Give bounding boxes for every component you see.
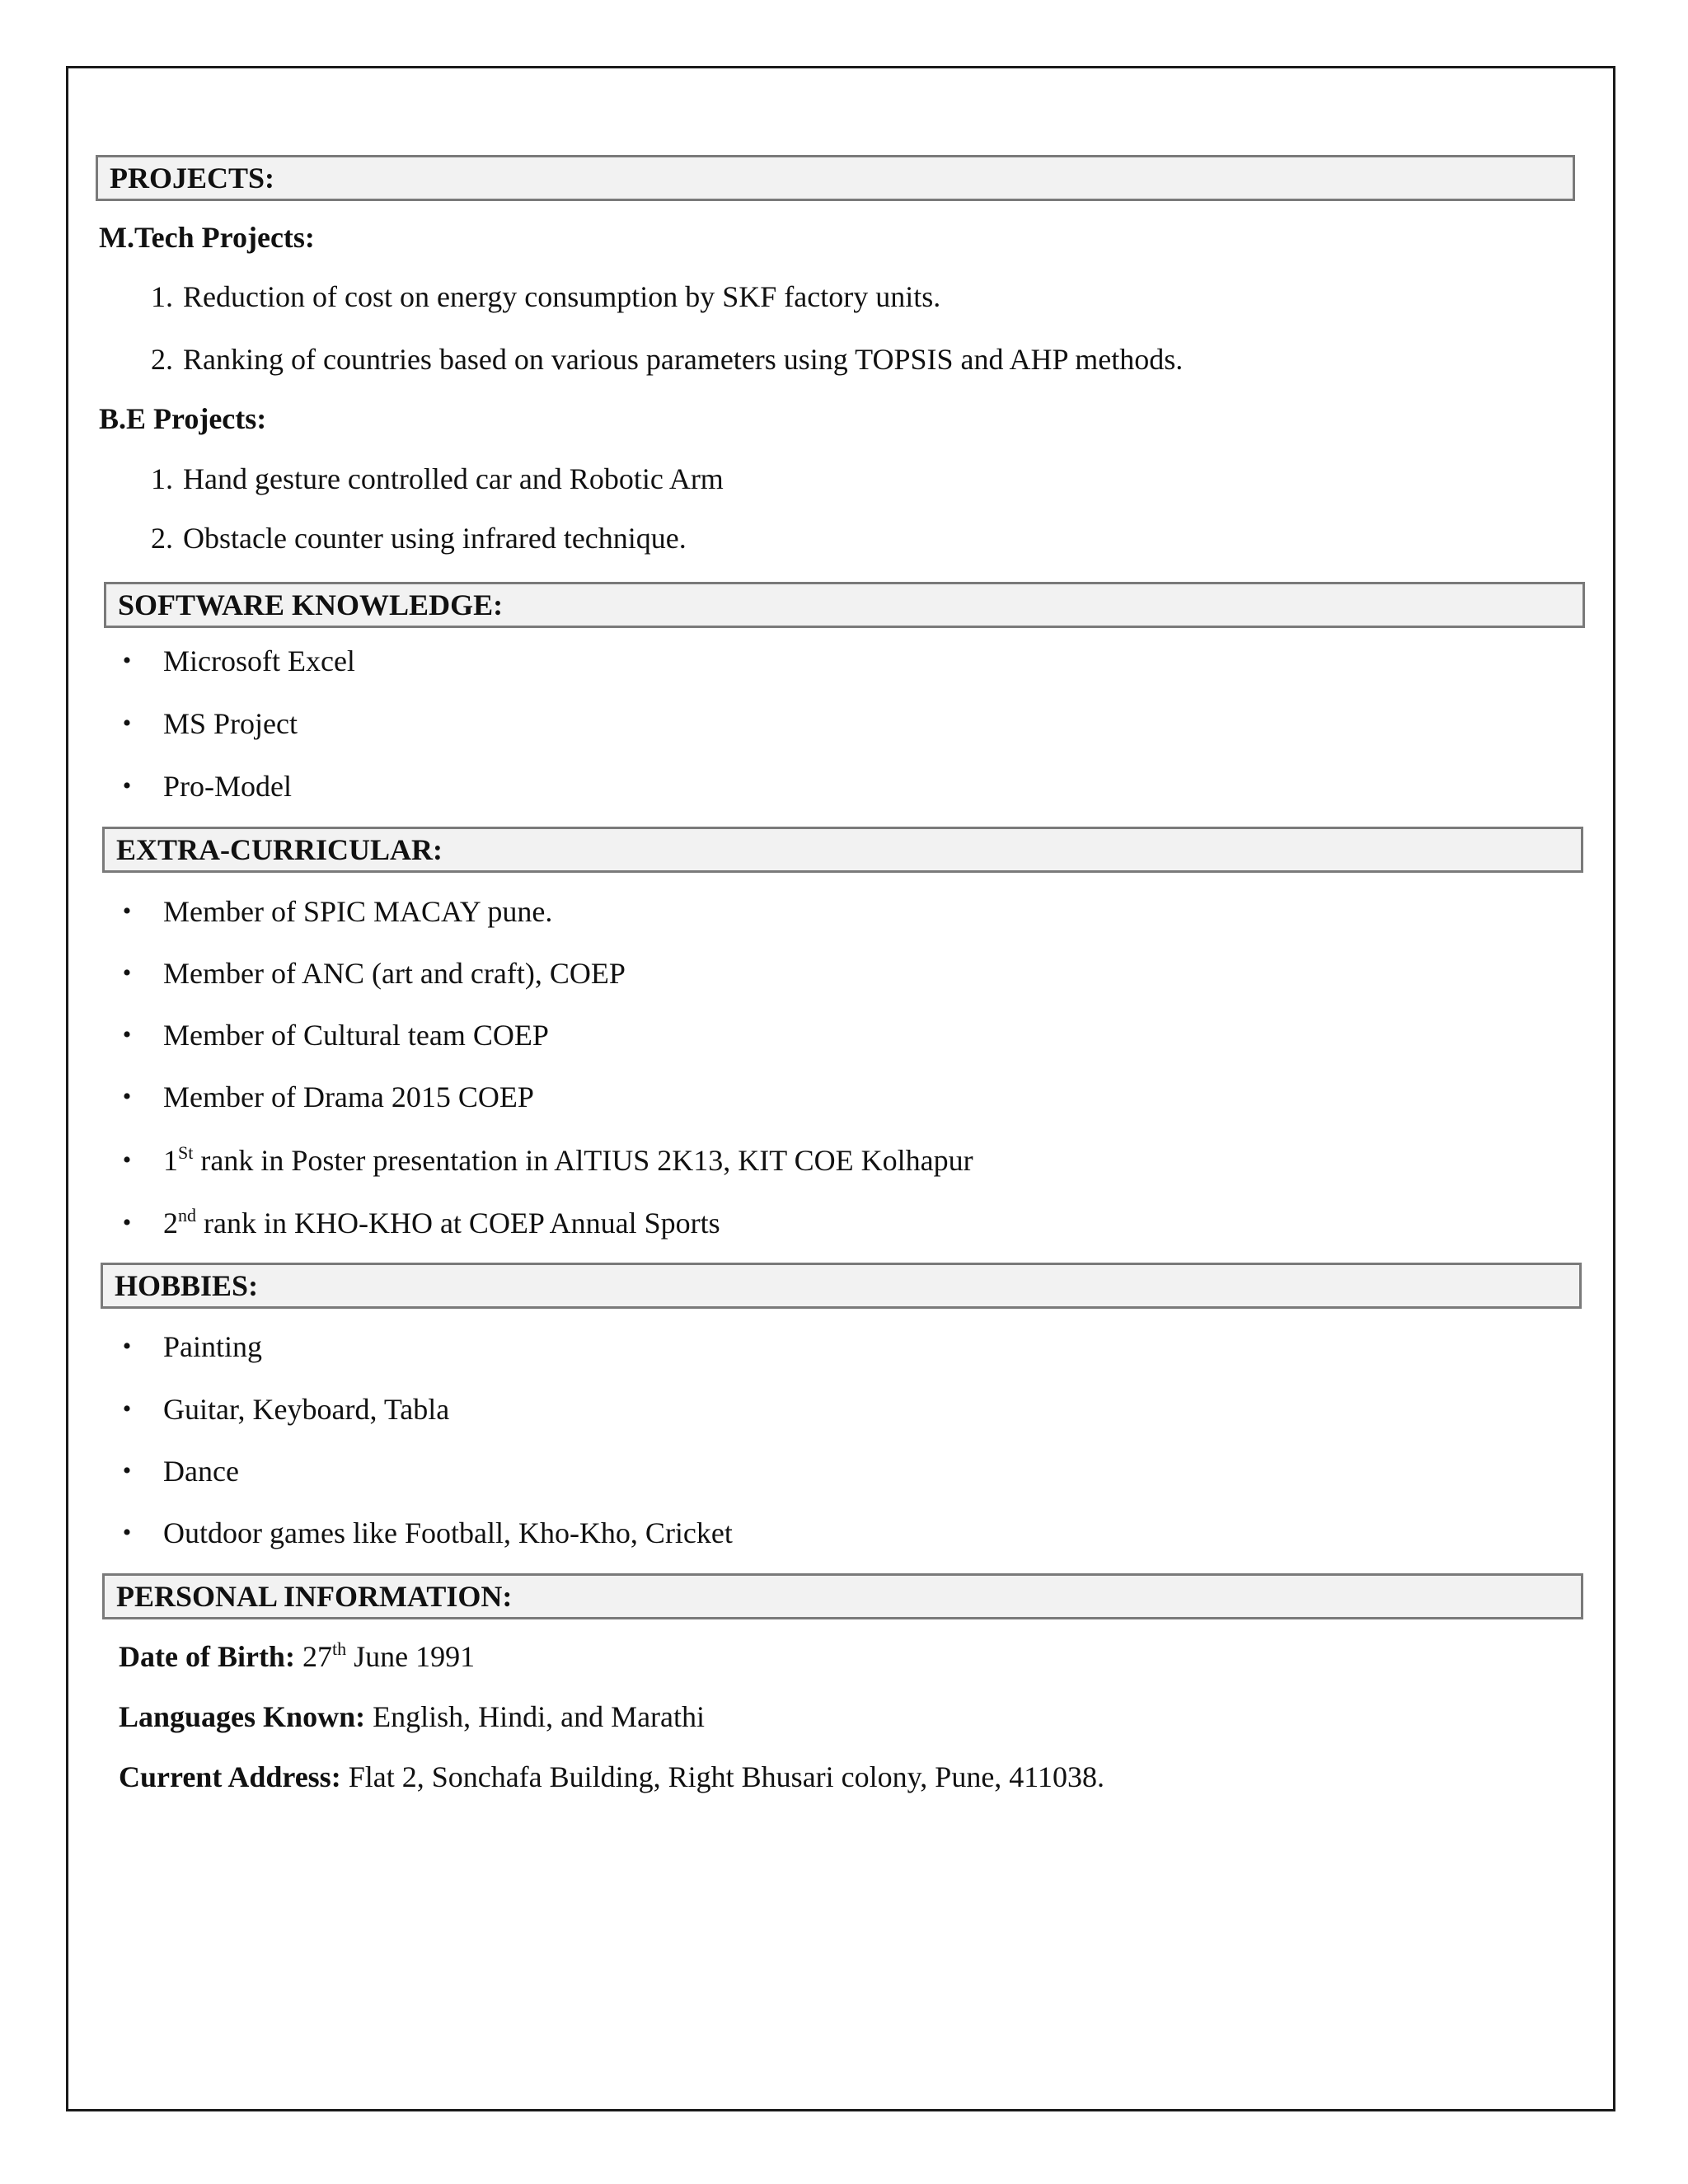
item-text: Obstacle counter using infrared technique. (183, 522, 687, 555)
languages-known-label: Languages Known: (119, 1700, 366, 1733)
be-projects-heading: B.E Projects: (99, 402, 267, 435)
section-header-hobbies: HOBBIES: (101, 1263, 1582, 1309)
date-of-birth-label: Date of Birth: (119, 1640, 295, 1673)
bullet-icon: • (122, 647, 132, 674)
bullet-icon: • (122, 1021, 132, 1048)
section-header-software: SOFTWARE KNOWLEDGE: (104, 582, 1585, 628)
item-number: 1. (151, 462, 173, 495)
bullet-icon: • (122, 898, 132, 925)
section-header-extra-curricular: EXTRA-CURRICULAR: (102, 827, 1583, 873)
date-of-birth-value: 27th June 1991 (302, 1638, 476, 1673)
bullet-icon: • (122, 1146, 132, 1174)
languages-known (119, 1699, 705, 1735)
section-header-personal-information: PERSONAL INFORMATION: (102, 1573, 1583, 1619)
current-address (119, 1759, 1104, 1795)
mtech-projects-heading: M.Tech Projects: (99, 221, 315, 254)
bullet-icon: • (122, 959, 132, 987)
languages-known-value: English, Hindi, and Marathi (365, 1700, 706, 1733)
bullet-icon: • (122, 1333, 132, 1360)
bullet-icon: • (122, 1457, 132, 1484)
bullet-icon: • (122, 1083, 132, 1110)
bullet-icon: • (122, 1209, 132, 1236)
item-text: Hand gesture controlled car and Robotic Arm (183, 462, 724, 495)
current-address-label: Current Address: (119, 1760, 341, 1793)
bullet-icon: • (122, 710, 132, 737)
date-of-birth (119, 1638, 475, 1675)
bullet-icon: • (122, 1519, 132, 1546)
item-text: Reduction of cost on energy consumption by SKF factory units. (183, 280, 941, 313)
item-number: 2. (151, 343, 173, 376)
item-number: 2. (151, 522, 173, 555)
bullet-icon: • (122, 1395, 132, 1422)
current-address-value: Flat 2, Sonchafa Building, Right Bhusari colony, Pune, 411038. (340, 1760, 1104, 1793)
item-text: Ranking of countries based on various parameters using TOPSIS and AHP methods. (183, 343, 1184, 376)
section-header-projects: PROJECTS: (96, 155, 1575, 201)
bullet-icon: • (122, 772, 132, 799)
item-number: 1. (151, 280, 173, 313)
